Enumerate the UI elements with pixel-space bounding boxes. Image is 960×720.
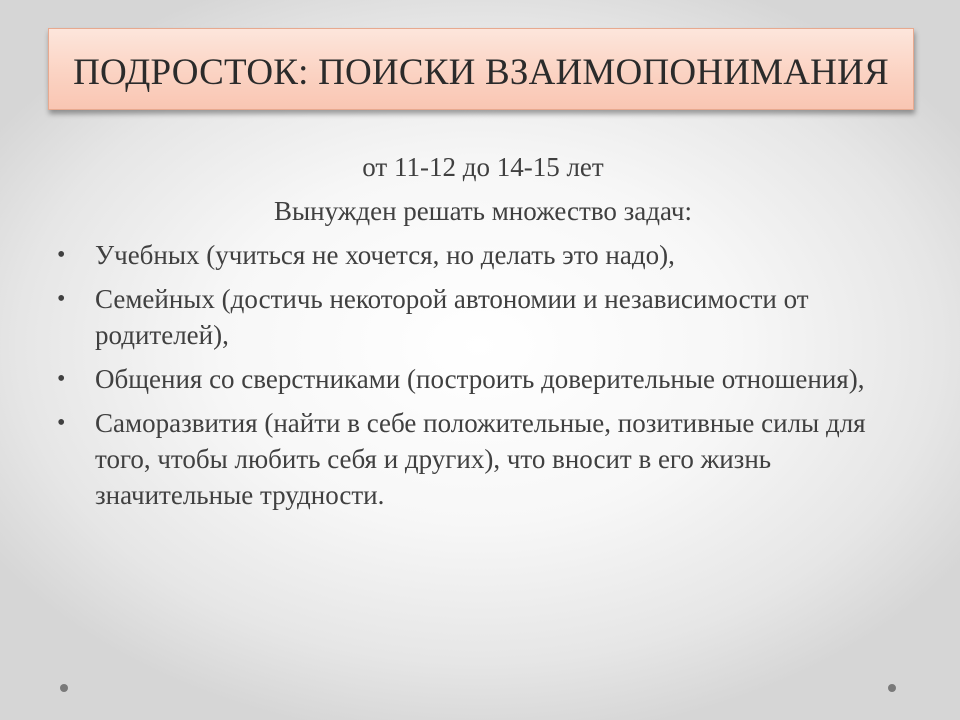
bullet-item-self-development [56, 405, 926, 513]
bullet-text: Семейных (достичь некоторой автономии и независимости от родителей), [95, 284, 809, 350]
age-range-text: от 11-12 до 14-15 лет [362, 152, 604, 182]
title-box [48, 28, 914, 110]
bullet-item-study [56, 237, 926, 273]
slide-title: ПОДРОСТОК: ПОИСКИ ВЗАИМОПОНИМАНИЯ [73, 51, 889, 93]
bullet-text: Учебных (учиться не хочется, но делать это надо), [95, 240, 675, 270]
bullet-text: Саморазвития (найти в себе положительные, позитивные силы для того, чтобы любить себя и других), что вносит в его жизнь значительные трудности. [95, 408, 866, 510]
bullet-text: Общения со сверстниками (построить доверительные отношения), [95, 364, 865, 394]
corner-dot-icon-left [60, 684, 68, 692]
bullet-dot-icon: • [57, 410, 66, 436]
bullet-item-family [56, 281, 926, 353]
corner-dot-icon-right [888, 684, 896, 692]
task-bullet-list [56, 237, 926, 521]
bullet-item-peers [56, 361, 926, 397]
bullet-dot-icon: • [57, 242, 66, 268]
tasks-intro-line [0, 196, 960, 227]
tasks-intro-text: Вынужден решать множество задач: [273, 196, 693, 226]
bullet-dot-icon: • [57, 366, 66, 392]
bullet-dot-icon: • [57, 286, 66, 312]
age-range-line [0, 152, 960, 183]
